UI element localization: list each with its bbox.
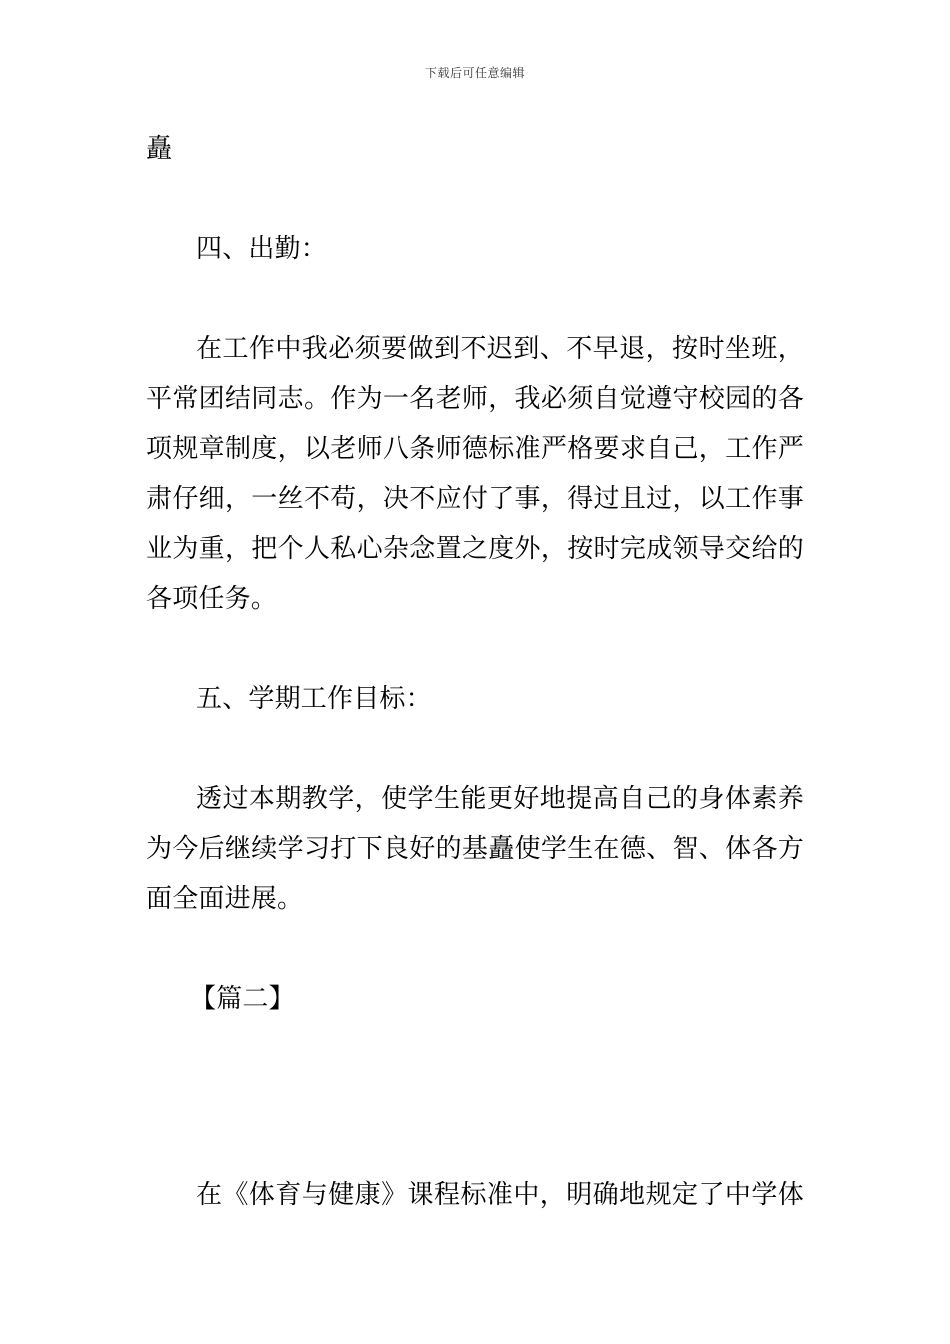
paragraph-line: 平常团结同志。作为一名老师，我必须自觉遵守校园的各 [146, 384, 804, 414]
paragraph-line: 为今后继续学习打下良好的基矗使学生在德、智、体各方 [146, 834, 804, 864]
text-fragment: 矗 [146, 134, 173, 164]
section-heading-goals: 五、学期工作目标： [196, 684, 432, 714]
paragraph-line: 项规章制度，以老师八条师德标准严格要求自己，工作严 [146, 434, 804, 464]
paragraph-line: 透过本期教学，使学生能更好地提高自己的身体素养 [196, 784, 804, 814]
page-header: 下载后可任意编辑 [424, 66, 525, 80]
paragraph-line: 肃仔细，一丝不苟，决不应付了事，得过且过，以工作事 [146, 484, 804, 514]
paragraph-line: 面全面进展。 [146, 884, 304, 914]
section-heading-attendance: 四、出勤： [196, 234, 328, 264]
part-heading: 【篇二】 [190, 984, 295, 1014]
paragraph-line: 各项任务。 [146, 584, 278, 614]
paragraph-line: 业为重，把个人私心杂念置之度外，按时完成领导交给的 [146, 534, 804, 564]
paragraph-line: 在《体育与健康》课程标准中，明确地规定了中学体 [196, 1180, 804, 1210]
paragraph-line: 在工作中我必须要做到不迟到、不早退，按时坐班， [196, 334, 804, 364]
